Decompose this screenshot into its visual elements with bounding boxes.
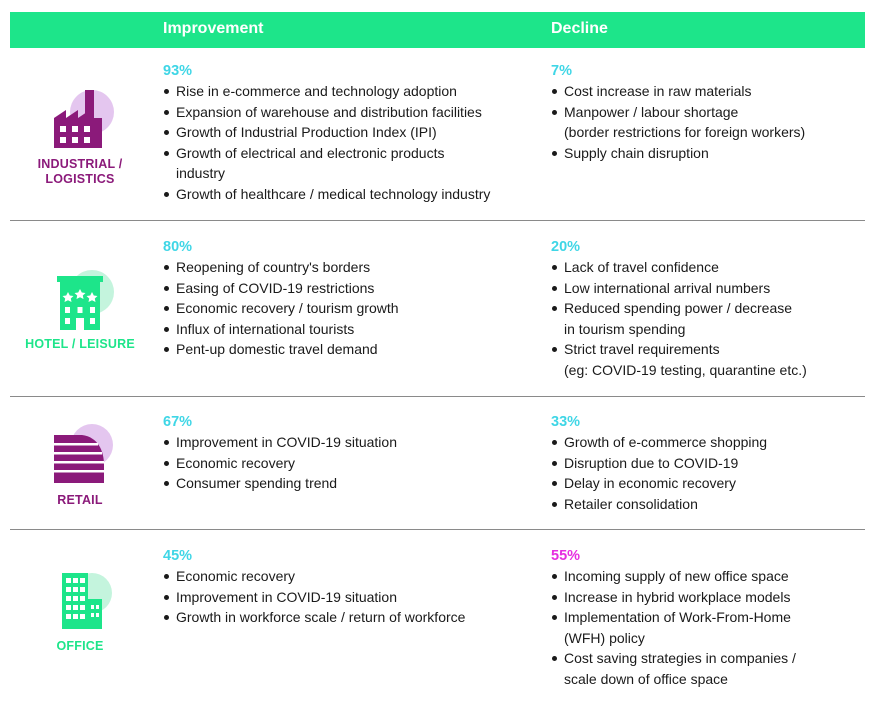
sector-label-line: HOTEL / LEISURE <box>25 337 135 351</box>
row-divider <box>10 529 865 530</box>
list-item: Manpower / labour shortage <box>551 102 861 123</box>
sector-office <box>10 565 150 654</box>
list-item: Increase in hybrid workplace models <box>551 587 861 608</box>
list-item: Economic recovery <box>163 566 538 587</box>
improvement-column <box>163 547 538 631</box>
sector-label-line: LOGISTICS <box>45 172 115 186</box>
list-item: Improvement in COVID-19 situation <box>163 432 538 453</box>
table-header <box>10 12 865 48</box>
list-item-continued: in tourism spending <box>564 320 686 337</box>
improvement-column <box>163 62 538 206</box>
list-item: Growth in workforce scale / return of workforce <box>163 607 538 628</box>
sector-label-line: INDUSTRIAL / <box>37 157 123 171</box>
list-item: Lack of travel confidence <box>551 257 861 278</box>
retail-building-icon <box>40 421 120 487</box>
decline-percent: 20% <box>551 239 581 255</box>
list-item: Strict travel requirements <box>551 339 861 360</box>
list-item: Supply chain disruption <box>551 143 861 164</box>
list-item: Consumer spending trend <box>163 473 538 494</box>
list-item: Economic recovery <box>163 453 538 474</box>
list-item: Rise in e-commerce and technology adoption <box>163 81 538 102</box>
factory-icon <box>40 84 120 154</box>
list-item-continued: industry <box>176 165 226 181</box>
decline-header: Decline <box>551 20 608 37</box>
decline-percent: 33% <box>551 414 581 430</box>
list-item: Influx of international tourists <box>163 319 538 340</box>
row-office <box>10 547 865 697</box>
row-industrial <box>10 62 865 220</box>
improvement-column <box>163 238 538 362</box>
list-item: Reopening of country's borders <box>163 257 538 278</box>
decline-column <box>551 62 861 166</box>
list-item: Growth of e-commerce shopping <box>551 432 861 453</box>
list-item-continued: (WFH) policy <box>564 629 645 646</box>
improvement-percent: 93% <box>163 63 193 79</box>
row-divider <box>10 396 865 397</box>
improvement-header: Improvement <box>163 20 264 37</box>
list-item: Cost saving strategies in companies / <box>551 648 861 669</box>
decline-percent: 55% <box>551 548 581 564</box>
improvement-column <box>163 413 538 497</box>
decline-column <box>551 238 861 382</box>
row-retail <box>10 413 865 528</box>
list-item: Cost increase in raw materials <box>551 81 861 102</box>
sector-hotel <box>10 262 150 352</box>
list-item-continued: (eg: COVID-19 testing, quarantine etc.) <box>564 361 807 378</box>
list-item: Expansion of warehouse and distribution facilities <box>163 102 538 123</box>
list-item: Retailer consolidation <box>551 494 861 515</box>
list-item: Disruption due to COVID-19 <box>551 453 861 474</box>
list-item: Economic recovery / tourism growth <box>163 298 538 319</box>
row-hotel <box>10 238 865 396</box>
office-building-icon <box>40 565 120 633</box>
row-divider <box>10 220 865 221</box>
list-item: Growth of electrical and electronic products <box>163 143 538 164</box>
list-item-continued: (border restrictions for foreign workers) <box>564 124 806 140</box>
decline-column <box>551 547 861 691</box>
list-item: Pent-up domestic travel demand <box>163 339 538 360</box>
list-item: Reduced spending power / decrease <box>551 298 861 319</box>
improvement-percent: 45% <box>163 548 193 564</box>
list-item: Low international arrival numbers <box>551 278 861 299</box>
list-item: Implementation of Work-From-Home <box>551 607 861 628</box>
sector-industrial <box>10 84 150 187</box>
list-item: Incoming supply of new office space <box>551 566 861 587</box>
sector-retail <box>10 421 150 508</box>
improvement-percent: 67% <box>163 414 193 430</box>
list-item: Delay in economic recovery <box>551 473 861 494</box>
list-item: Growth of Industrial Production Index (IPI) <box>163 122 538 143</box>
improvement-percent: 80% <box>163 239 193 255</box>
list-item: Improvement in COVID-19 situation <box>163 587 538 608</box>
sector-label-line: RETAIL <box>57 493 103 507</box>
decline-column <box>551 413 861 517</box>
list-item-continued: scale down of office space <box>564 670 728 687</box>
decline-percent: 7% <box>551 63 572 79</box>
list-item: Growth of healthcare / medical technology industry <box>163 184 538 205</box>
hotel-icon <box>40 262 120 336</box>
list-item: Easing of COVID-19 restrictions <box>163 278 538 299</box>
sector-label-line: OFFICE <box>56 639 104 653</box>
